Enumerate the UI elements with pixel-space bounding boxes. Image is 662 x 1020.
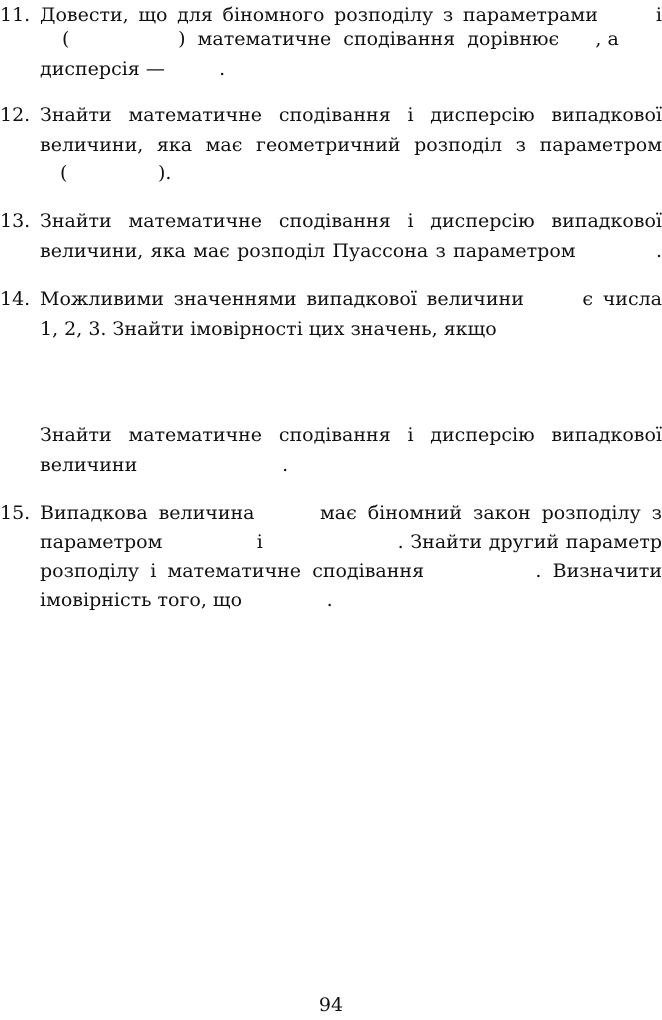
problem-number: 15. xyxy=(0,502,31,524)
problem-text: дисперсія — . xyxy=(40,58,226,80)
problem-number: 14. xyxy=(0,288,31,310)
problem-14-line-1 xyxy=(0,284,662,314)
problem-text: величини, яка має геометричний розподіл з параметром xyxy=(40,134,662,156)
problem-number: 13. xyxy=(0,210,31,232)
problem-15-line-4 xyxy=(0,585,662,615)
problem-number: 11. xyxy=(0,4,31,26)
problem-15-line-1 xyxy=(0,498,662,528)
problem-text: Знайти математичне сподівання і дисперсію випадкової xyxy=(40,104,662,126)
page-number: 94 xyxy=(318,994,344,1016)
problem-text: Знайти математичне сподівання і дисперсію випадкової xyxy=(40,210,662,232)
problem-text: Можливими значеннями випадкової величини є числа xyxy=(40,288,662,310)
problem-12-line-1 xyxy=(0,100,662,130)
problem-15-line-2 xyxy=(0,527,662,557)
problem-text: ( ). xyxy=(60,162,172,184)
problem-text: Знайти математичне сподівання і дисперсію випадкової xyxy=(40,424,662,446)
problem-text: Довести, що для біномного розподілу з параметрами і xyxy=(40,4,662,26)
problem-text: розподілу і математичне сподівання . Визначити xyxy=(40,560,662,582)
problem-14-line-4 xyxy=(0,450,662,480)
problem-text: 1, 2, 3. Знайти імовірності цих значень, якщо xyxy=(40,318,497,340)
problem-14-line-3 xyxy=(0,420,662,450)
problem-12-line-2 xyxy=(0,130,662,160)
problem-11-line-3 xyxy=(0,54,662,84)
problem-text: параметром і . Знайти другий параметр xyxy=(40,531,662,553)
problem-text: величини, яка має розподіл Пуассона з параметром . xyxy=(40,240,662,262)
problem-14-line-2 xyxy=(0,314,662,344)
problem-13-line-2 xyxy=(0,236,662,266)
problem-11-line-2 xyxy=(0,24,662,54)
problem-text: ( ) математичне сподівання дорівнює , а xyxy=(62,28,619,50)
problem-12-line-3 xyxy=(0,158,662,188)
problem-text: величини . xyxy=(40,454,289,476)
problem-13-line-1 xyxy=(0,206,662,236)
problem-text: Випадкова величина має біномний закон розподілу з xyxy=(40,502,662,524)
problem-text: імовірність того, що . xyxy=(40,589,333,611)
problem-number: 12. xyxy=(0,104,31,126)
problem-15-line-3 xyxy=(0,556,662,586)
